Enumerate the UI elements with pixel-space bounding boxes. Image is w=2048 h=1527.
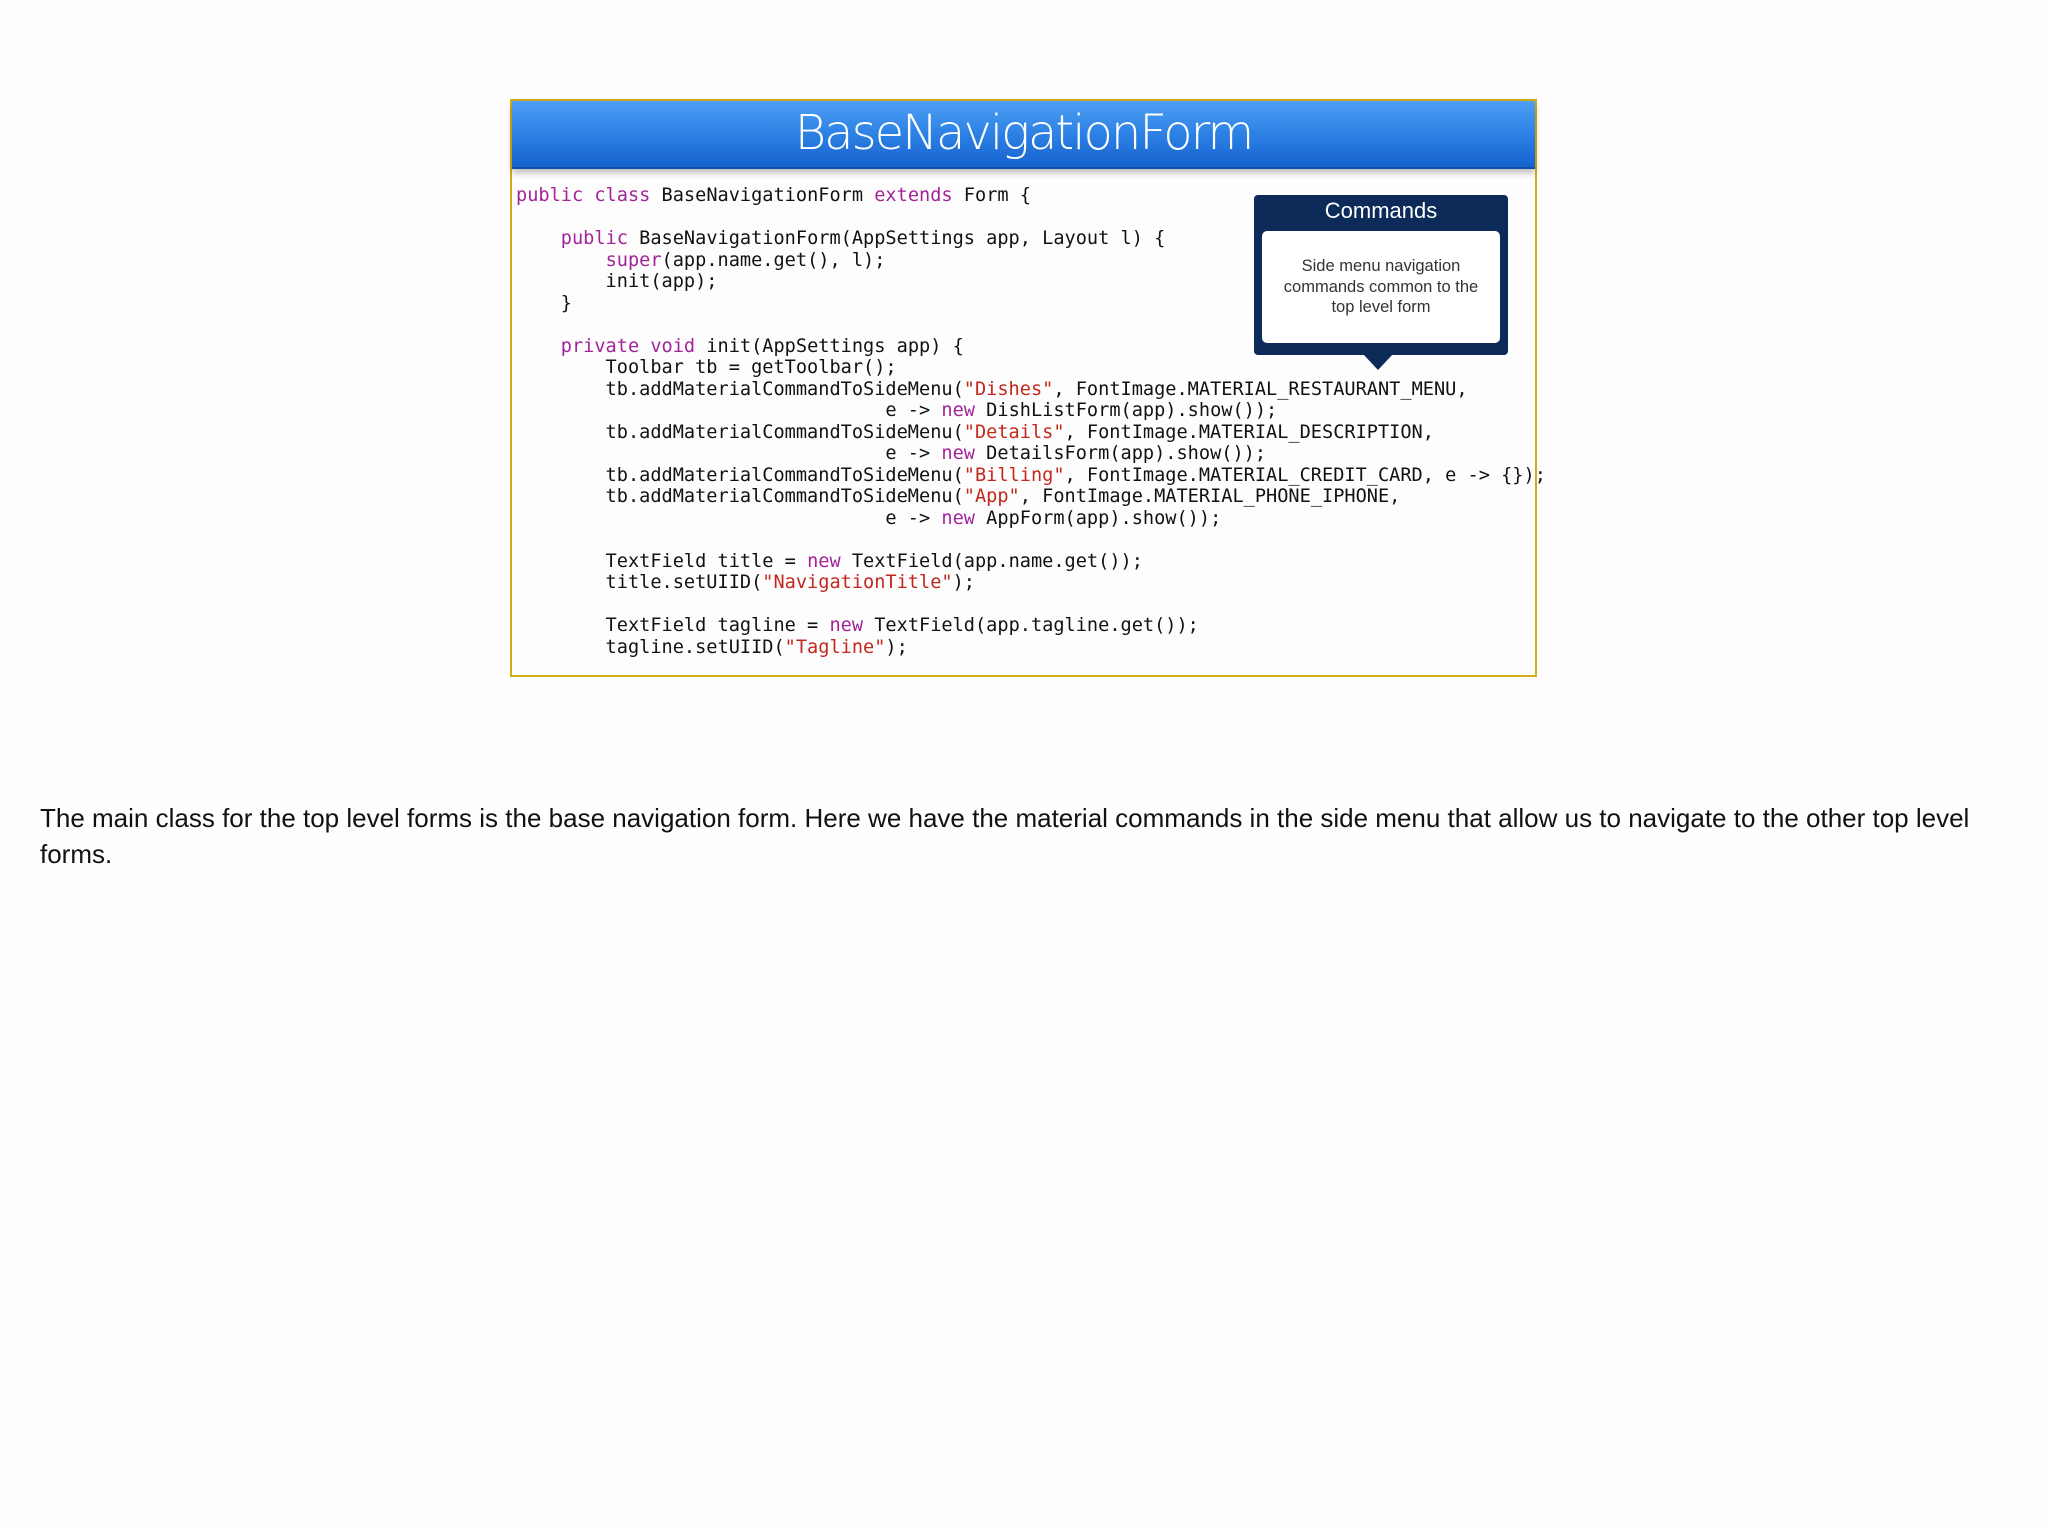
code-text [516,250,606,271]
code-keyword: extends [874,185,953,206]
callout-pointer [1363,354,1393,370]
code-keyword: new [941,443,975,464]
callout-text: Side menu navigation commands common to the top level form [1283,257,1479,317]
code-string: "Billing" [963,464,1065,486]
code-text: e -> [516,507,942,529]
callout-title: Commands [1324,198,1438,223]
code-text: Form { [952,185,1031,206]
code-text: ); [952,572,975,593]
code-text: , FontImage.MATERIAL_PHONE_IPHONE, [1019,486,1401,507]
code-text: e -> [516,400,942,421]
code-line [516,443,1546,465]
code-text: ); [885,636,908,658]
code-line [516,486,1546,508]
code-text: } [516,292,572,314]
code-line [516,529,1546,551]
code-text: TextField title = [516,550,808,572]
code-line [516,551,1546,573]
code-text: e -> [516,443,942,464]
code-keyword: new [941,400,975,421]
code-line [516,594,1546,616]
code-text: TextField tagline = [516,615,830,636]
code-text: , FontImage.MATERIAL_DESCRIPTION, [1064,421,1434,443]
code-text: BaseNavigationForm [650,185,875,206]
slide-header [512,101,1535,169]
code-keyword: private void [560,335,696,357]
code-line [516,465,1546,487]
code-string: "NavigationTitle" [762,572,953,593]
code-text: (app.name.get(), l); [661,249,886,271]
code-line [516,572,1546,594]
code-keyword: new [807,550,841,572]
code-keyword: public class [516,185,651,206]
code-text: tb.addMaterialCommandToSideMenu( [516,486,964,507]
code-text: AppForm(app).show()); [974,507,1222,529]
code-text: , FontImage.MATERIAL_RESTAURANT_MENU, [1053,378,1468,400]
code-text: init(AppSettings app) { [695,335,964,357]
code-line [516,637,1546,659]
code-line [516,615,1546,637]
code-line [516,379,1546,401]
code-text: tb.addMaterialCommandToSideMenu( [516,464,964,486]
code-keyword: public [560,228,628,249]
code-line [516,400,1546,422]
code-text: tb.addMaterialCommandToSideMenu( [516,421,964,443]
code-keyword: new [829,615,864,636]
code-line [516,422,1546,444]
code-text: tb.addMaterialCommandToSideMenu( [516,378,964,400]
code-text: Toolbar tb = getToolbar(); [516,357,897,378]
code-text: title.setUIID( [516,572,763,593]
code-text: tagline.setUIID( [516,636,785,658]
code-keyword: super [605,249,662,271]
code-string: "Dishes" [963,378,1054,400]
presenter-notes: The main class for the top level forms is the base navigation form. Here we have the material commands in the side menu that allow us to navigate to the other top level forms. [40,803,1970,869]
code-text [516,228,561,249]
code-text: , FontImage.MATERIAL_CREDIT_CARD, e -> {}); [1064,464,1546,486]
slide-title: BaseNavigationForm [794,105,1253,161]
commands-callout [1254,195,1508,355]
code-text: BaseNavigationForm(AppSettings app, Layout l) { [627,228,1166,249]
code-text [516,336,561,357]
callout-body [1262,231,1500,343]
code-text: DetailsForm(app).show()); [974,443,1267,464]
code-string: "Details" [963,421,1065,443]
code-line [516,508,1546,530]
code-text: TextField(app.tagline.get()); [863,615,1199,636]
code-string: "Tagline" [784,636,886,658]
code-keyword: new [941,507,975,529]
code-text: TextField(app.name.get()); [840,550,1143,572]
code-text: DishListForm(app).show()); [974,400,1278,421]
code-text: init(app); [516,271,718,292]
code-string: "App" [963,486,1020,507]
slide-frame [510,99,1546,677]
